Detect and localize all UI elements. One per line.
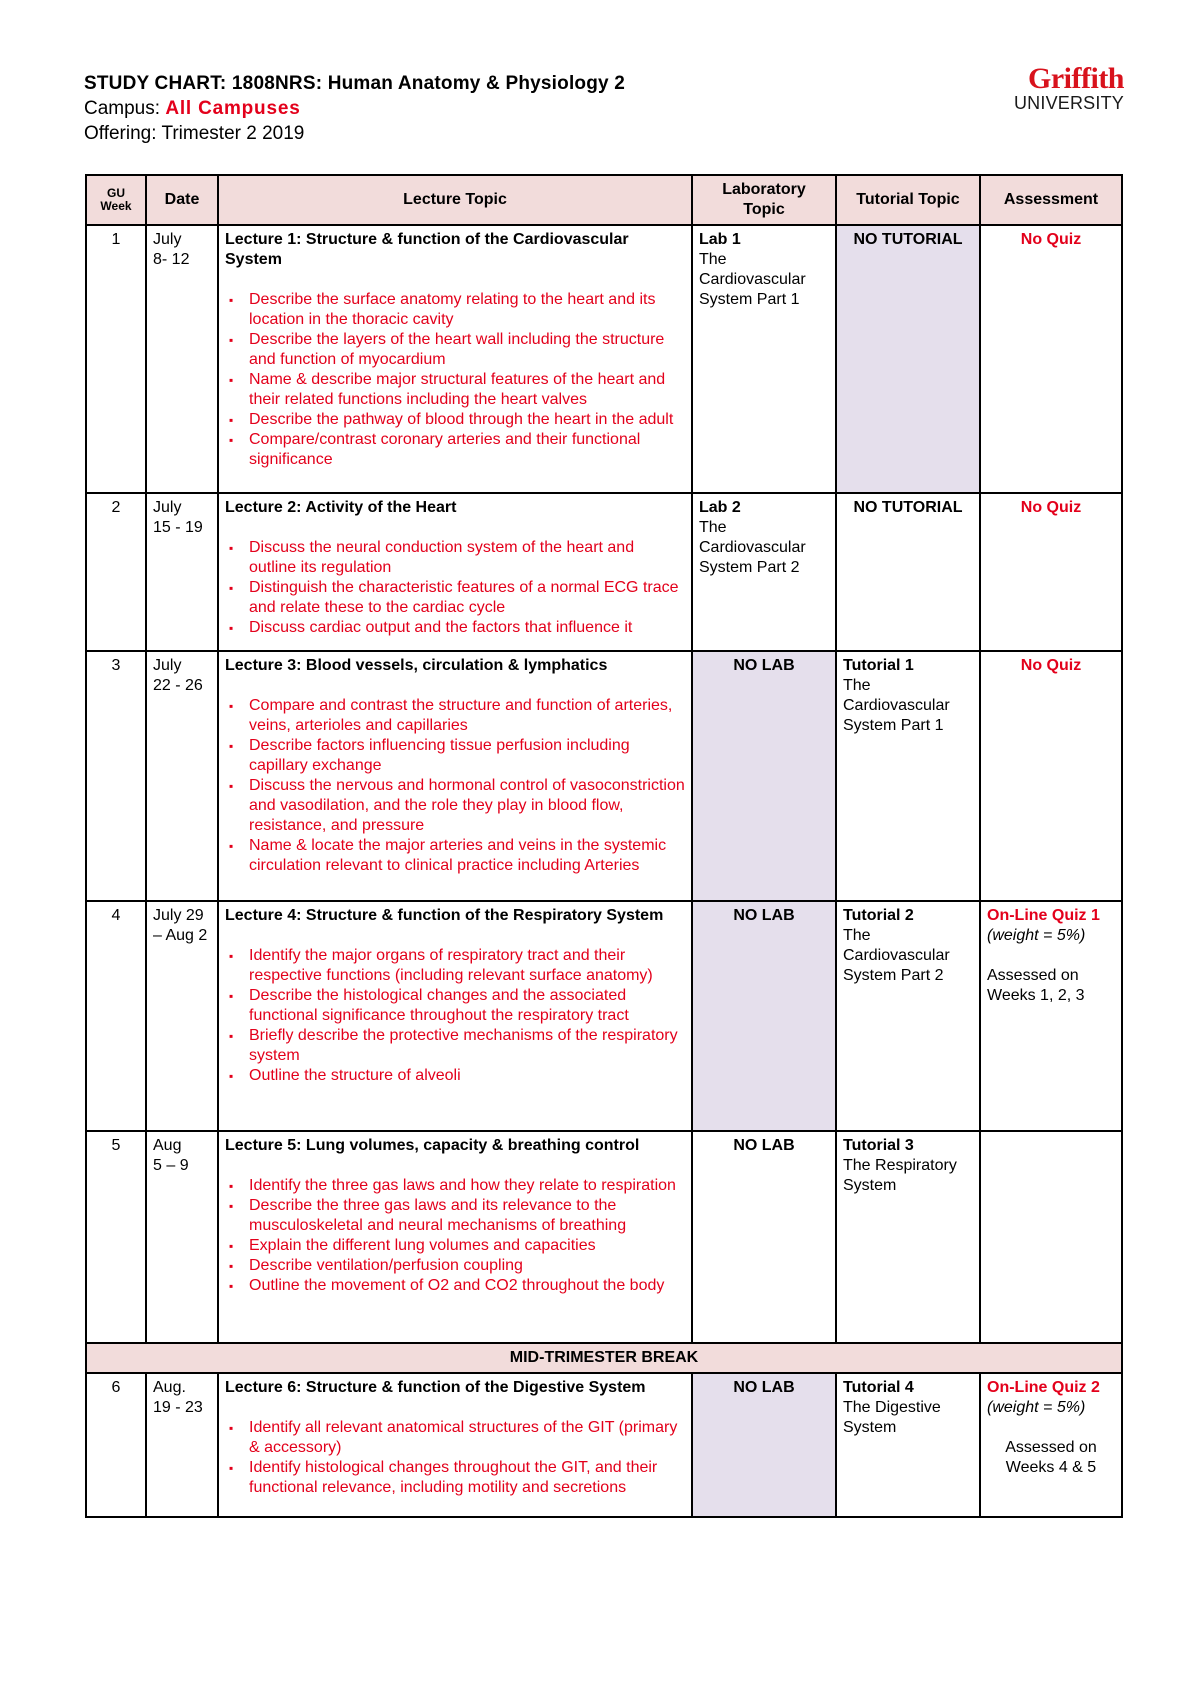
- quiz-status: No Quiz: [1020, 657, 1082, 674]
- objective-list: [225, 290, 685, 470]
- quiz-weight: (weight = 5%): [987, 927, 1086, 944]
- assessment-cell: [980, 1373, 1122, 1517]
- list-item: ▪ Identify the major organs of respiratory tract and their respective functions (including relevant surface anatomy): [249, 946, 685, 986]
- quiz-status: No Quiz: [1020, 499, 1082, 516]
- col-header-assessment: Assessment: [980, 175, 1122, 225]
- tutorial-title: Tutorial 2: [843, 907, 914, 924]
- assessment-cell: [980, 651, 1122, 901]
- list-item: ▪ Compare and contrast the structure and function of arteries, veins, arterioles and capillaries: [249, 696, 685, 736]
- list-item: ▪ Describe the layers of the heart wall including the structure and function of myocardium: [249, 330, 685, 370]
- list-item: ▪ Distinguish the characteristic features of a normal ECG trace and relate these to the cardiac cycle: [249, 578, 685, 618]
- col-header-lab: Laboratory Topic: [692, 175, 836, 225]
- lecture-title: Lecture 6: Structure & function of the Digestive System: [225, 1379, 646, 1396]
- offering-line: Offering: Trimester 2 2019: [84, 123, 305, 144]
- tutorial-title: Tutorial 1: [843, 657, 914, 674]
- lecture-cell: [218, 493, 692, 651]
- table-row: [86, 901, 1122, 1131]
- griffith-logo: [994, 64, 1124, 112]
- lecture-cell: [218, 1373, 692, 1517]
- objective-list: [225, 538, 685, 638]
- objective-list: [225, 696, 685, 876]
- assessment-cell: [980, 1131, 1122, 1343]
- tutorial-cell: [836, 901, 980, 1131]
- list-item: ▪ Discuss the nervous and hormonal control of vasoconstriction and vasodilation, and the role they play in blood flow, resistance, and pressure: [249, 776, 685, 836]
- lecture-title: Lecture 1: Structure & function of the Cardiovascular System: [225, 231, 629, 268]
- tutorial-title: Tutorial 3: [843, 1137, 914, 1154]
- table-row: [86, 1131, 1122, 1343]
- objective-list: [225, 1176, 685, 1296]
- lecture-cell: [218, 1131, 692, 1343]
- lab-text: The Cardiovascular System Part 2: [699, 519, 806, 576]
- lab-cell: NO LAB: [692, 1131, 836, 1343]
- tutorial-text: The Cardiovascular System Part 2: [843, 927, 950, 984]
- quiz-weight: (weight = 5%): [987, 1399, 1086, 1416]
- week-cell: 5: [86, 1131, 146, 1343]
- lab-cell: [692, 225, 836, 493]
- date-cell: July 29 – Aug 2: [146, 901, 218, 1131]
- date-cell: July 15 - 19: [146, 493, 218, 651]
- table-row: [86, 225, 1122, 493]
- list-item: ▪ Identify the three gas laws and how they relate to respiration: [249, 1176, 685, 1196]
- col-header-week: GU Week: [86, 175, 146, 225]
- mid-break-label: MID-TRIMESTER BREAK: [86, 1343, 1122, 1373]
- campus-line: [84, 93, 1124, 121]
- list-item: ▪ Describe ventilation/perfusion coupling: [249, 1256, 685, 1276]
- list-item: ▪ Compare/contrast coronary arteries and their functional significance: [249, 430, 685, 470]
- lab-cell: NO LAB: [692, 901, 836, 1131]
- list-item: ▪ Discuss the neural conduction system of the heart and outline its regulation: [249, 538, 685, 578]
- tutorial-cell: [836, 651, 980, 901]
- list-item: ▪ Describe the three gas laws and its relevance to the musculoskeletal and neural mechanisms of breathing: [249, 1196, 685, 1236]
- week-cell: 2: [86, 493, 146, 651]
- week-cell: 4: [86, 901, 146, 1131]
- lab-title: Lab 2: [699, 499, 741, 516]
- tutorial-cell: [836, 1131, 980, 1343]
- lab-text: The Cardiovascular System Part 1: [699, 251, 806, 308]
- col-header-date: Date: [146, 175, 218, 225]
- date-cell: Aug 5 – 9: [146, 1131, 218, 1343]
- list-item: ▪ Identify histological changes throughout the GIT, and their functional relevance, including motility and secretions: [249, 1458, 685, 1498]
- list-item: ▪ Discuss cardiac output and the factors that influence it: [249, 618, 685, 638]
- lecture-cell: [218, 651, 692, 901]
- campus-label: Campus:: [84, 98, 166, 119]
- date-cell: July 8- 12: [146, 225, 218, 493]
- week-cell: 6: [86, 1373, 146, 1517]
- document-header: [84, 62, 1124, 146]
- tutorial-text: The Digestive System: [843, 1399, 941, 1436]
- list-item: ▪ Describe factors influencing tissue perfusion including capillary exchange: [249, 736, 685, 776]
- lecture-title: Lecture 3: Blood vessels, circulation & lymphatics: [225, 657, 608, 674]
- tutorial-cell: NO TUTORIAL: [836, 225, 980, 493]
- table-row: [86, 1373, 1122, 1517]
- list-item: ▪ Describe the histological changes and the associated functional significance throughout the respiratory tract: [249, 986, 685, 1026]
- lab-cell: NO LAB: [692, 651, 836, 901]
- logo-wordmark: Griffith: [1028, 62, 1124, 95]
- objective-list: [225, 946, 685, 1086]
- tutorial-text: The Respiratory System: [843, 1157, 957, 1194]
- assessment-cell: [980, 901, 1122, 1131]
- col-header-lecture: Lecture Topic: [218, 175, 692, 225]
- list-item: ▪ Name & locate the major arteries and veins in the systemic circulation relevant to clinical practice including Arteries: [249, 836, 685, 876]
- mid-break-row: [86, 1343, 1122, 1373]
- lab-cell: [692, 493, 836, 651]
- tutorial-title: Tutorial 4: [843, 1379, 914, 1396]
- table-row: [86, 651, 1122, 901]
- list-item: ▪ Describe the pathway of blood through the heart in the adult: [249, 410, 685, 430]
- lecture-title: Lecture 5: Lung volumes, capacity & breathing control: [225, 1137, 640, 1154]
- quiz-status: No Quiz: [1020, 231, 1082, 248]
- lecture-title: Lecture 2: Activity of the Heart: [225, 499, 457, 516]
- list-item: ▪ Outline the structure of alveoli: [249, 1066, 685, 1086]
- week-cell: 3: [86, 651, 146, 901]
- table-header-row: [86, 175, 1122, 225]
- lab-cell: NO LAB: [692, 1373, 836, 1517]
- tutorial-cell: NO TUTORIAL: [836, 493, 980, 651]
- lecture-cell: [218, 901, 692, 1131]
- campus-value: All Campuses: [165, 98, 301, 119]
- date-cell: July 22 - 26: [146, 651, 218, 901]
- week-cell: 1: [86, 225, 146, 493]
- list-item: ▪ Explain the different lung volumes and capacities: [249, 1236, 685, 1256]
- list-item: ▪ Outline the movement of O2 and CO2 throughout the body: [249, 1276, 685, 1296]
- list-item: ▪ Identify all relevant anatomical structures of the GIT (primary & accessory): [249, 1418, 685, 1458]
- lab-title: Lab 1: [699, 231, 741, 248]
- page-title: STUDY CHART: 1808NRS: Human Anatomy & Physiology 2: [84, 73, 626, 94]
- study-chart-table: [85, 174, 1123, 1518]
- col-header-tutorial: Tutorial Topic: [836, 175, 980, 225]
- list-item: ▪ Briefly describe the protective mechanisms of the respiratory system: [249, 1026, 685, 1066]
- list-item: ▪ Describe the surface anatomy relating to the heart and its location in the thoracic cavity: [249, 290, 685, 330]
- quiz-name: On-Line Quiz 2: [987, 1379, 1100, 1396]
- objective-list: [225, 1418, 685, 1498]
- quiz-name: On-Line Quiz 1: [987, 907, 1100, 924]
- list-item: ▪ Name & describe major structural features of the heart and their related functions including the heart valves: [249, 370, 685, 410]
- assessment-cell: [980, 493, 1122, 651]
- tutorial-text: The Cardiovascular System Part 1: [843, 677, 950, 734]
- logo-subtitle: UNIVERSITY: [1013, 93, 1124, 113]
- lecture-title: Lecture 4: Structure & function of the Respiratory System: [225, 907, 664, 924]
- quiz-assessed: Assessed on Weeks 4 & 5: [1005, 1439, 1097, 1476]
- tutorial-cell: [836, 1373, 980, 1517]
- assessment-cell: [980, 225, 1122, 493]
- date-cell: Aug. 19 - 23: [146, 1373, 218, 1517]
- lecture-cell: [218, 225, 692, 493]
- quiz-assessed: Assessed on Weeks 1, 2, 3: [987, 967, 1085, 1004]
- table-row: [86, 493, 1122, 651]
